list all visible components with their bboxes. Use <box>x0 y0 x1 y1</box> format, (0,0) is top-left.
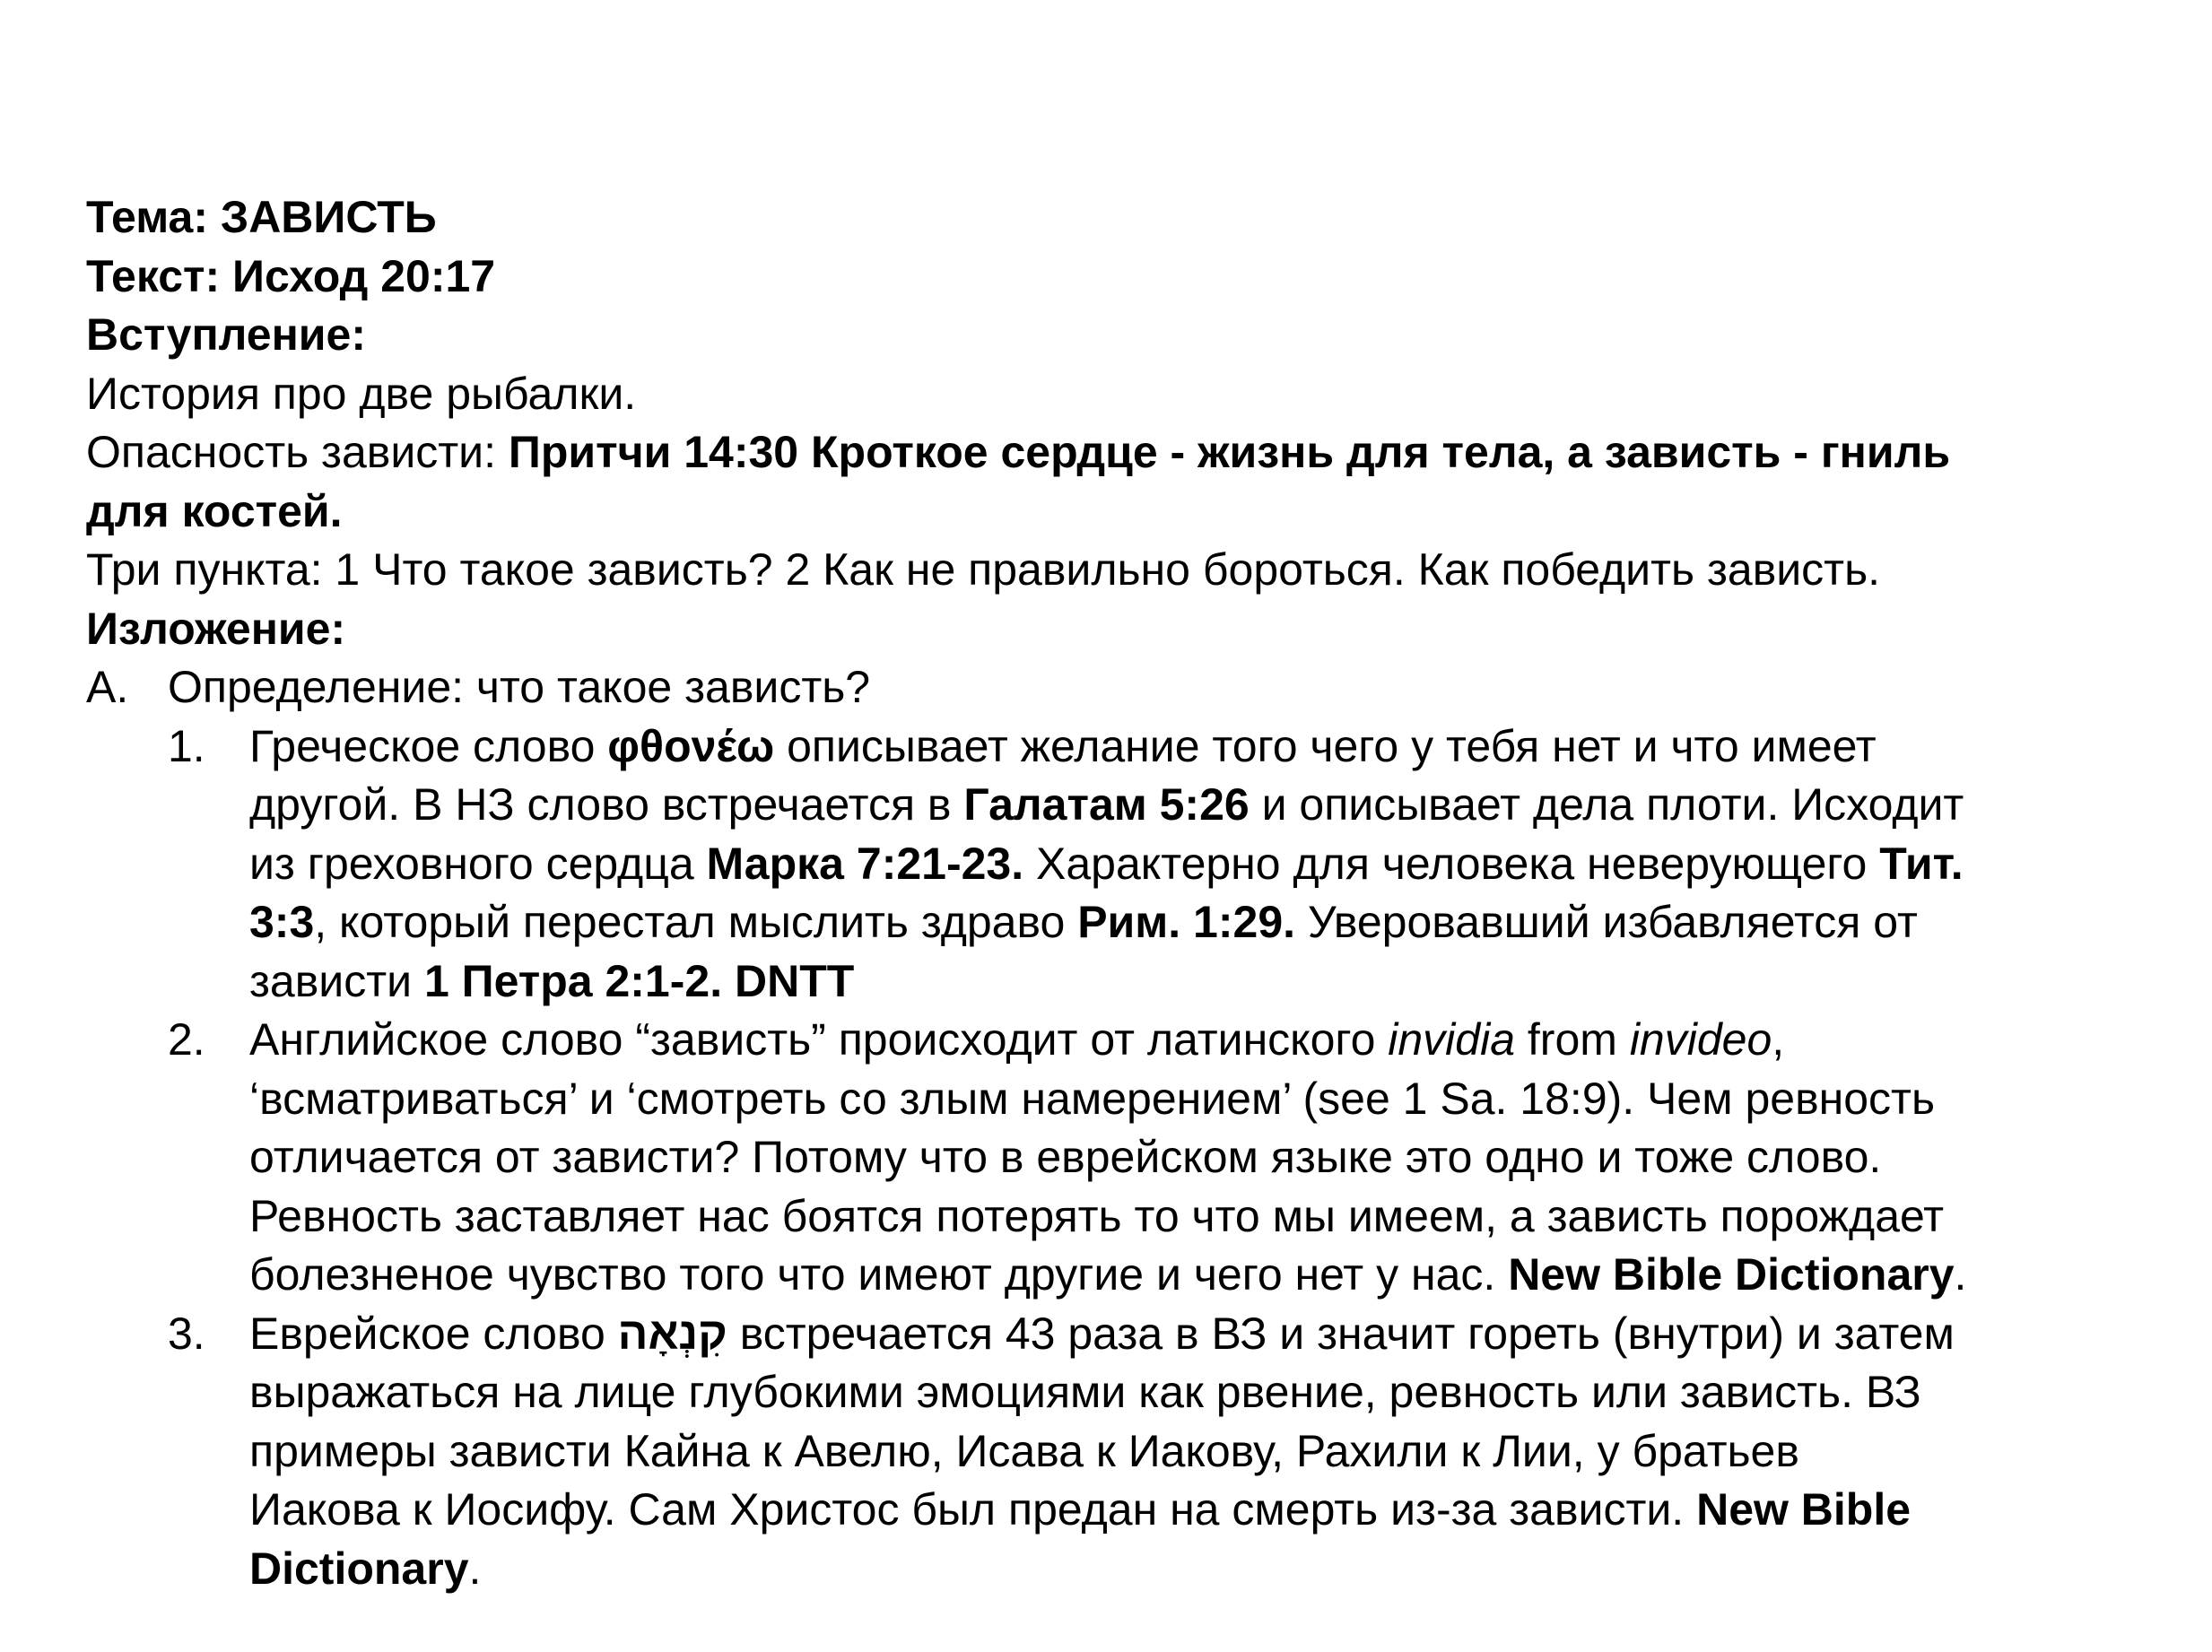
text-run: описывает желание того чего у тебя нет и что имеет <box>774 720 1877 771</box>
bold-reference: 1 Петра 2:1-2. DNTT <box>423 955 855 1006</box>
list-item-line <box>249 776 2176 835</box>
text-run: Ревность заставляет нас боятся потерять то что мы имеем, а зависть порождает <box>249 1190 1945 1241</box>
bold-reference: Рим. 1:29. <box>1077 897 1296 947</box>
list-item-line <box>249 1187 2176 1247</box>
text-run: выражаться на лице глубокими эмоциями как рвение, ревность или зависть. ВЗ <box>249 1367 1921 1417</box>
bold-reference: New Bible Dictionary <box>1508 1249 1955 1300</box>
list-item-line <box>249 1128 2176 1187</box>
bold-reference: Тит. <box>1879 838 1964 889</box>
bold-reference: Галатам 5:26 <box>963 779 1250 830</box>
italic-word: invideo <box>1629 1014 1772 1065</box>
document-body <box>86 188 2176 1598</box>
list-item-line <box>249 717 2176 777</box>
text-run: . <box>1954 1249 1967 1300</box>
text-run: Уверовавший избавляется от <box>1295 897 1918 947</box>
list-item-line <box>249 1246 2176 1305</box>
danger-quote-continuation: для костей. <box>86 485 343 536</box>
numbered-list <box>86 717 2176 1599</box>
intro-danger-line <box>86 423 2176 483</box>
danger-label: Опасность зависти: <box>86 427 509 477</box>
list-item-line <box>249 952 2176 1012</box>
text-run: Греческое слово <box>249 720 608 771</box>
text-run: отличается от зависти? Потому что в еврейском языке это одно и тоже слово. <box>249 1132 1882 1182</box>
list-item-line <box>249 893 2176 952</box>
text-run: Иакова к Иосифу. Сам Христос был предан на смерть из-за зависти. <box>249 1484 1697 1535</box>
bold-reference: קִנְאָה <box>617 1308 727 1359</box>
text-run: Характерно для человека неверующего <box>1023 838 1880 889</box>
bold-reference: Dictionary <box>249 1543 469 1594</box>
intro-heading: Вступление: <box>86 309 366 360</box>
list-item-number: 1. <box>168 720 205 771</box>
text-run: , который перестал мыслить здраво <box>314 897 1078 947</box>
bold-reference: φθονέω <box>607 720 775 771</box>
bold-reference: New Bible <box>1696 1484 1912 1535</box>
list-item-number: 3. <box>168 1308 205 1359</box>
text-run: . <box>468 1543 482 1594</box>
three-points: Три пункта: 1 Что такое зависть? 2 Как не правильно бороться. Как победить зависть. <box>86 544 1881 595</box>
list-item <box>86 717 2176 1012</box>
list-item-number: 2. <box>168 1014 205 1065</box>
list-item-line <box>249 1011 2176 1070</box>
text-run: , <box>1772 1014 1785 1065</box>
body-heading: Изложение: <box>86 603 346 654</box>
list-item-line <box>249 1070 2176 1129</box>
list-item-line <box>249 1305 2176 1364</box>
section-a-title: Определение: что такое зависть? <box>168 662 871 712</box>
list-item-line <box>249 1540 2176 1599</box>
intro-story: История про две рыбалки. <box>86 368 637 419</box>
theme-line: Тема: ЗАВИСТЬ <box>86 192 437 242</box>
text-run: from <box>1515 1014 1630 1065</box>
list-item-line <box>249 835 2176 894</box>
text-run: болезненое чувство того что имеют другие и чего нет у нас. <box>249 1249 1509 1300</box>
list-item <box>86 1305 2176 1599</box>
text-run: из греховного сердца <box>249 838 707 889</box>
text-run: встречается 43 раза в ВЗ и значит гореть (внутри) и затем <box>727 1308 1955 1359</box>
text-run: Еврейское слово <box>249 1308 618 1359</box>
list-item-line <box>249 1481 2176 1540</box>
text-run: и описывает дела плоти. Исходит <box>1249 779 1964 830</box>
bold-reference: 3:3 <box>249 897 315 947</box>
bold-reference: Марка 7:21-23. <box>706 838 1024 889</box>
list-item <box>86 1011 2176 1305</box>
section-a-title-line <box>86 658 2176 717</box>
italic-word: invidia <box>1388 1014 1516 1065</box>
list-item-line <box>249 1363 2176 1422</box>
text-run: другой. В НЗ слово встречается в <box>249 779 964 830</box>
text-run: зависти <box>249 955 424 1006</box>
text-run: ‘всматриваться’ и ‘смотреть со злым намерением’ (see 1 Sa. 18:9). Чем ревность <box>249 1073 1936 1124</box>
list-item-line <box>249 1422 2176 1482</box>
section-a-marker: A. <box>86 662 129 712</box>
danger-quote: Притчи 14:30 Кроткое сердце - жизнь для тела, а зависть - гниль <box>508 427 1951 477</box>
text-run: примеры зависти Кайна к Авелю, Исава к Иакову, Рахили к Лии, у братьев <box>249 1425 1799 1476</box>
text-run: Английское слово “зависть” происходит от латинского <box>249 1014 1389 1065</box>
text-reference-line: Текст: Исход 20:17 <box>86 250 496 301</box>
